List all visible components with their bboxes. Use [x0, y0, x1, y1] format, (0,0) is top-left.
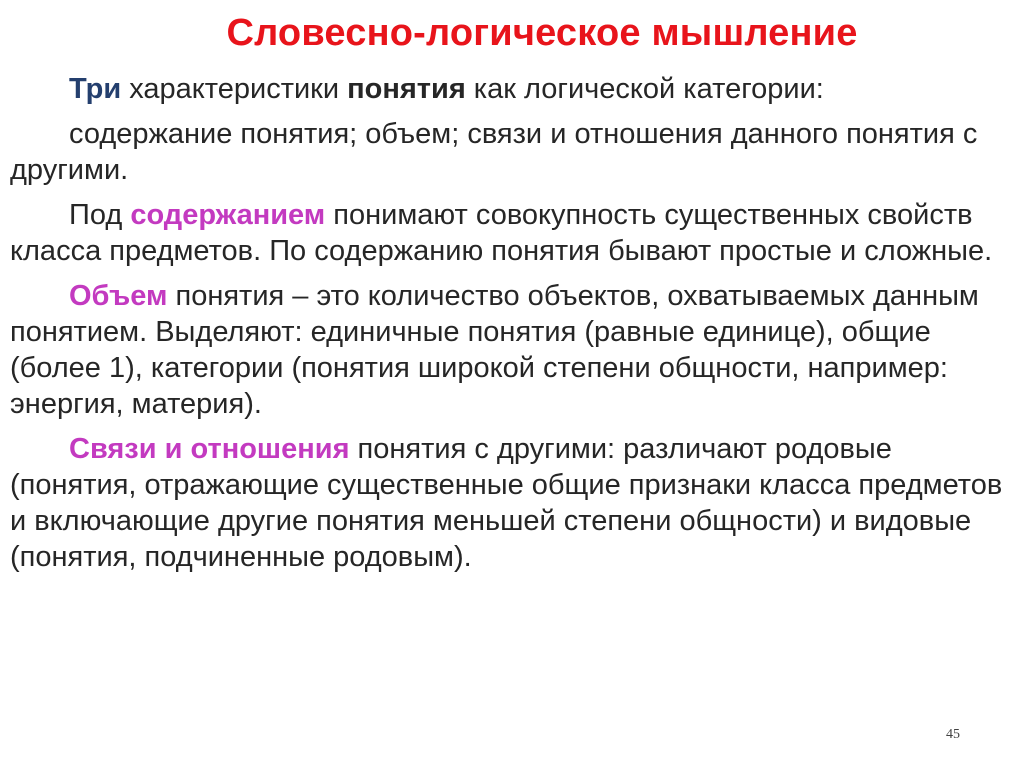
term-relations: Связи и отношения [69, 433, 350, 465]
paragraph-text: понятия с другими: различают родовые (понятия, отражающие существенные общие признаки класса предметов и включающие другие понятия меньшей степени общности) и видовые (понятия, подчиненные родовым). [10, 433, 1003, 573]
term-three: Три [69, 73, 122, 105]
paragraph-lead: Под [69, 199, 131, 231]
paragraph-text: как логической категории: [465, 73, 824, 105]
paragraph-text: понимают совокупность существенных свойств класса предметов. По содержанию понятия бывают простые и сложные. [10, 199, 993, 267]
paragraph-list [10, 116, 1010, 188]
term-content: содержанием [130, 199, 326, 231]
paragraph-text: содержание понятия; объем; связи и отношения данного понятия с другими. [10, 118, 978, 186]
term-volume: Объем [69, 280, 168, 312]
paragraph-relations [10, 431, 1010, 575]
paragraph-text: характеристики [121, 73, 348, 105]
page-number: 45 [946, 727, 960, 742]
paragraph-volume [10, 278, 1010, 422]
paragraph-content [10, 197, 1010, 269]
slide-body [10, 71, 1010, 584]
slide-title: Словесно-логическое мышление [226, 12, 858, 54]
term-concept: понятия [347, 73, 466, 105]
paragraph-characteristics [10, 71, 1010, 107]
paragraph-text: понятия – это количество объектов, охватываемых данным понятием. Выделяют: единичные понятия (равные единице), общие (более 1), категории (понятия широкой степени общности, например: энергия, материя). [10, 280, 979, 420]
